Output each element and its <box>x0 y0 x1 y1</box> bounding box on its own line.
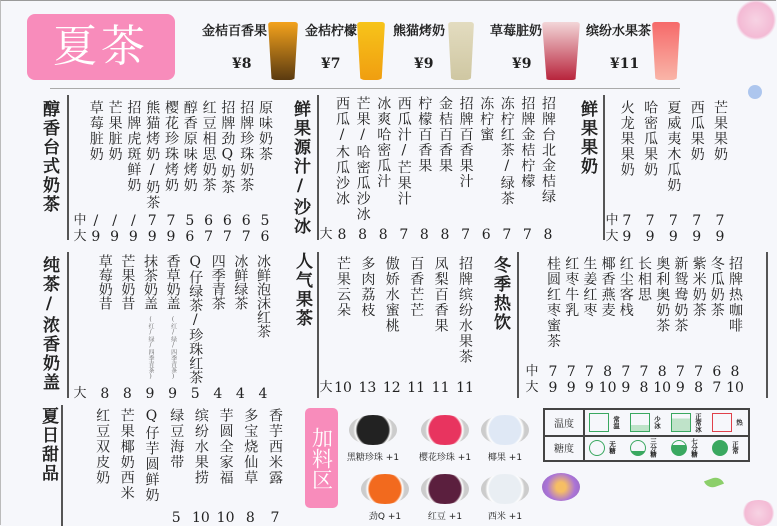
section-title: 人气果茶 <box>292 252 312 328</box>
legend-option <box>712 412 742 433</box>
section-title: 冬季热饮 <box>490 256 510 332</box>
menu-item-name: 芒果奶昔 <box>119 254 136 310</box>
addon-image <box>361 474 409 504</box>
sugar-level-icon <box>589 440 605 456</box>
sugar-level-icon <box>630 440 646 456</box>
menu-item-name: 火龙果果奶 <box>618 100 635 178</box>
addon-image <box>481 474 529 504</box>
menu-item-price: 10 <box>598 380 617 396</box>
addon-image <box>481 415 529 445</box>
menu-item-price: 7 <box>461 227 471 243</box>
legend-option <box>630 412 660 433</box>
menu-item-price: / <box>93 213 99 229</box>
menu-item-name: Q仔芋圆鲜奶 <box>143 408 160 503</box>
menu-item-name: 招牌热咖啡 <box>727 256 743 334</box>
menu-item-price: 4 <box>213 386 223 402</box>
ice-cup-icon <box>630 413 650 432</box>
section-title: 鲜果源汁/沙冰 <box>290 100 310 236</box>
legend-option-label: 常温 <box>612 416 620 429</box>
legend-temperature-row <box>545 410 748 437</box>
addon-label: 西米 +1 <box>487 512 523 522</box>
menu-item-price: 7 <box>675 364 685 380</box>
menu-item-price: 7 <box>399 227 409 243</box>
legend-option <box>630 437 656 458</box>
menu-item-name: 熊猫烤奶/奶茶 <box>144 100 161 211</box>
menu-item-price: 6 <box>712 364 722 380</box>
legend-sugar-label: 糖度 <box>545 435 585 460</box>
addon-label: 黑糖珍珠 +1 <box>346 453 400 463</box>
menu-item-name: 冻柠红茶/绿茶 <box>498 96 515 207</box>
menu-item-price: 10 <box>334 380 352 396</box>
legend-option-label: 三分糖 <box>649 437 657 458</box>
price-size-label: 中 <box>525 364 539 379</box>
menu-item-price: 7 <box>639 364 649 380</box>
hot-cup-icon <box>712 413 732 432</box>
menu-item-price: 6 <box>222 213 232 229</box>
menu-item-price: 4 <box>235 386 245 402</box>
menu-item-price: 8 <box>694 380 704 396</box>
addon-title: 加料区 <box>305 408 338 508</box>
addon-label: 劲Q +1 <box>368 512 402 522</box>
menu-item-price: 9 <box>621 380 631 396</box>
menu-item-name: 抹茶奶盖 <box>142 254 158 310</box>
menu-item-price: 6 <box>260 229 270 245</box>
menu-item-name: 冰鲜绿茶 <box>232 254 249 310</box>
menu-item-price: 9 <box>566 380 576 396</box>
menu-item-price: 6 <box>204 213 214 229</box>
menu-item-name: 多宝烧仙草 <box>242 408 259 486</box>
menu-item-name: 傲娇水蜜桃 <box>383 256 400 334</box>
menu-item-price: 11 <box>456 380 474 396</box>
menu-item-price: 8 <box>639 380 649 396</box>
legend-sugar-row <box>545 435 748 460</box>
featured-price: ¥9 <box>512 56 532 72</box>
menu-item-price: 9 <box>110 229 120 245</box>
menu-item-price: 7 <box>241 229 251 245</box>
menu-item-name: 红豆相思奶茶 <box>200 100 217 193</box>
menu-item-name: 冰爽哈密瓜汁 <box>375 96 392 189</box>
menu-item-price: 8 <box>100 386 110 402</box>
menu-item-price: 7 <box>566 364 576 380</box>
menu-item-price: / <box>112 213 117 229</box>
menu-item-name: 冰鲜泡沫红茶 <box>255 254 271 338</box>
menu-item-name: 芒果椰奶西米 <box>118 408 135 501</box>
menu-item-note: (红/绿/四季青茶) <box>147 316 154 380</box>
featured-name: 熊猫烤奶 <box>393 24 446 39</box>
menu-item-price: 9 <box>622 229 632 245</box>
menu-item-price: 8 <box>657 364 667 380</box>
menu-item-price: 7 <box>712 380 722 396</box>
menu-item-price: 5 <box>260 213 270 229</box>
menu-item-name: 原味奶茶 <box>257 100 273 162</box>
sugar-level-icon <box>671 440 687 456</box>
featured-price: ¥9 <box>414 56 434 72</box>
featured-name: 金桔百香果 <box>202 24 268 39</box>
sugar-level-icon <box>712 440 728 456</box>
menu-item-price: 6 <box>481 227 491 243</box>
price-size-label: 大 <box>525 380 539 395</box>
featured-name: 草莓脏奶 <box>490 24 543 39</box>
menu-item-price: 5 <box>190 386 200 402</box>
featured-name: 缤纷水果茶 <box>586 24 652 39</box>
menu-item-price: 9 <box>91 229 101 245</box>
menu-item-price: 11 <box>407 380 426 396</box>
legend-temperature-label: 温度 <box>545 410 585 435</box>
addon-label: 椰果 +1 <box>487 453 523 463</box>
legend-option-label: 正常冰 <box>694 412 702 433</box>
menu-item-note: (红/绿/四季青茶) <box>169 316 177 380</box>
menu-item-name: 长相思 <box>636 256 652 303</box>
legend-option <box>589 412 619 433</box>
addon-image <box>421 474 469 504</box>
flower-decoration <box>748 85 762 99</box>
menu-item-price: 9 <box>645 229 655 245</box>
menu-item-price: 9 <box>675 380 685 396</box>
price-size-label: 中 <box>605 213 619 228</box>
section-title: 纯茶/浓香奶盖 <box>39 256 59 392</box>
menu-item-name: 招牌台北金桔绿 <box>540 96 556 205</box>
menu-item-name: 芒果云朵 <box>335 256 351 318</box>
menu-item-name: 草莓奶昔 <box>96 254 113 310</box>
menu-logo: 夏茶 <box>27 14 175 80</box>
menu-item-price: 10 <box>216 510 235 526</box>
menu-item-name: 芒果果奶 <box>712 100 728 162</box>
menu-item-name: 四季青茶 <box>209 254 226 310</box>
menu-item-price: 5 <box>171 510 181 526</box>
legend-option-label: 七分糖 <box>690 437 698 458</box>
menu-item-price: 7 <box>715 213 725 229</box>
menu-item-price: 9 <box>584 380 594 396</box>
menu-item-name: 百香芒芒 <box>408 256 425 318</box>
menu-item-name: 奥利奥奶茶 <box>654 256 671 334</box>
menu-item-name: 樱花珍珠烤奶 <box>163 100 179 193</box>
menu-item-price: 8 <box>419 227 429 243</box>
menu-item-name: 西瓜汁/芒果汁 <box>395 96 412 207</box>
menu-item-name: 醇香原味烤奶 <box>181 100 198 193</box>
menu-item-name: 草莓脏奶 <box>87 100 104 162</box>
menu-item-price: 9 <box>668 229 678 245</box>
section-title: 鲜果果奶 <box>577 100 597 176</box>
menu-item-price: 7 <box>204 229 214 245</box>
price-size-label: 大 <box>73 386 87 401</box>
menu-item-name: 冻柠蜜 <box>478 96 495 143</box>
menu-item-price: 7 <box>668 213 678 229</box>
menu-item-price: 9 <box>128 229 138 245</box>
menu-item-price: 9 <box>548 380 558 396</box>
flower-decoration <box>740 500 777 526</box>
featured-name: 金桔柠檬 <box>305 24 358 39</box>
addon-label: 樱花珍珠 +1 <box>418 453 472 463</box>
price-size-label: 大 <box>73 229 87 244</box>
legend-option-label: 少冰 <box>653 416 661 429</box>
menu-item-price: 7 <box>270 510 280 526</box>
menu-item-price: 6 <box>185 229 195 245</box>
price-size-label: 中 <box>73 213 87 228</box>
menu-item-price: 8 <box>358 227 368 243</box>
legend-option <box>712 437 738 458</box>
section-title: 夏日甜品 <box>38 407 58 483</box>
menu-item-price: 7 <box>622 213 632 229</box>
menu-item-name: Q仔绿茶/珍珠红茶 <box>187 254 204 384</box>
section-title: 醇香台式奶茶 <box>39 100 59 214</box>
legend-option <box>589 437 615 458</box>
menu-item-name: 夏威夷木瓜奶 <box>665 100 682 193</box>
menu-item-price: 9 <box>145 386 155 402</box>
menu-item-price: 8 <box>543 227 553 243</box>
menu-item-name: 招牌虎斑鲜奶 <box>125 100 142 193</box>
featured-price: ¥8 <box>232 56 252 72</box>
menu-item-price: 9 <box>715 229 725 245</box>
menu-item-name: 缤纷水果捞 <box>192 408 209 486</box>
menu-item-name: 椰香燕麦 <box>599 256 616 318</box>
menu-item-price: 8 <box>603 364 613 380</box>
ice-cup-icon <box>671 413 691 432</box>
menu-item-name: 红枣牛乳 <box>563 256 580 318</box>
ice-cup-icon <box>589 413 609 432</box>
menu-item-name: 桂圆红枣蜜茶 <box>545 256 561 349</box>
menu-item-price: 8 <box>337 227 347 243</box>
menu-item-price: 10 <box>191 510 210 526</box>
menu-item-price: 7 <box>222 229 232 245</box>
menu-item-name: 西瓜果奶 <box>688 100 705 162</box>
menu-item-name: 哈密瓜果奶 <box>642 100 659 178</box>
menu-item-price: 6 <box>241 213 251 229</box>
featured-price: ¥7 <box>321 56 341 72</box>
menu-item-price: 7 <box>502 227 512 243</box>
menu-item-price: 10 <box>653 380 672 396</box>
menu-item-name: 芒果脏奶 <box>106 100 123 162</box>
menu-item-name: 招牌百香果汁 <box>457 96 474 189</box>
price-size-label: 大 <box>605 229 619 244</box>
menu-item-name: 芋圆全家福 <box>217 408 234 486</box>
menu-item-name: 西瓜/木瓜沙冰 <box>334 96 350 207</box>
legend-option <box>671 412 701 433</box>
featured-price: ¥11 <box>610 56 640 72</box>
menu-item-price: 7 <box>147 213 157 229</box>
menu-item-price: 10 <box>726 380 744 396</box>
menu-item-price: 9 <box>166 229 176 245</box>
menu-item-price: 8 <box>378 227 388 243</box>
menu-item-name: 招牌劲Q奶茶 <box>219 100 236 195</box>
menu-item-price: 7 <box>694 364 704 380</box>
menu-item-price: 4 <box>258 386 268 402</box>
menu-item-price: 7 <box>166 213 176 229</box>
menu-item-price: 8 <box>440 227 450 243</box>
menu-item-name: 招牌缤纷水果茶 <box>457 256 473 365</box>
menu-item-price: 8 <box>122 386 132 402</box>
menu-item-name: 紫米奶茶 <box>690 256 707 318</box>
menu-item-price: 12 <box>382 380 401 396</box>
menu-item-name: 多肉荔枝 <box>359 256 376 318</box>
price-size-label: 大 <box>319 227 333 242</box>
legend-table <box>543 408 750 462</box>
menu-item-name: 新鸳鸯奶茶 <box>672 256 689 334</box>
menu-item-name: 凤梨百香果 <box>432 256 449 334</box>
legend-option-label: 热 <box>735 419 743 426</box>
price-size-label: 大 <box>319 380 333 395</box>
addon-image <box>349 415 397 445</box>
menu-item-price: 8 <box>730 364 740 380</box>
menu-item-price: 13 <box>358 380 377 396</box>
addon-label: 红豆 +1 <box>427 512 463 522</box>
menu-item-name: 香草奶盖 <box>164 254 181 310</box>
menu-item-price: 9 <box>168 386 178 402</box>
menu-item-price: 7 <box>621 364 631 380</box>
legend-option-label: 正常 <box>731 441 739 454</box>
menu-item-name: 招牌珍珠奶茶 <box>238 100 255 193</box>
legend-option <box>671 437 697 458</box>
addon-image <box>421 415 469 445</box>
taro-ball-image <box>542 473 580 501</box>
flower-decoration <box>735 0 777 40</box>
menu-item-name: 招牌金桔柠檬 <box>519 96 536 189</box>
legend-option-label: 无糖 <box>608 441 616 454</box>
menu-item-name: 柠檬百香果 <box>416 96 433 174</box>
menu-item-name: 芒果/哈密瓜沙冰 <box>354 96 371 222</box>
menu-item-price: 7 <box>584 364 594 380</box>
menu-item-name: 生姜红枣 <box>581 256 598 318</box>
menu-item-price: 8 <box>245 510 255 526</box>
menu-item-price: / <box>131 213 136 229</box>
menu-item-price: 9 <box>147 229 157 245</box>
menu-item-name: 红豆双皮奶 <box>94 408 111 486</box>
menu-item-name: 金桔百香果 <box>437 96 453 174</box>
menu-item-name: 绿豆海带 <box>168 408 185 470</box>
menu-item-price: 9 <box>692 229 702 245</box>
menu-item-price: 11 <box>431 380 450 396</box>
menu-item-name: 冬瓜奶茶 <box>708 256 725 318</box>
menu-item-price: 7 <box>548 364 558 380</box>
menu-item-price: 7 <box>645 213 655 229</box>
menu-item-price: 7 <box>692 213 702 229</box>
menu-item-price: 5 <box>185 213 195 229</box>
menu-item-name: 红尘客栈 <box>617 256 634 318</box>
menu-item-name: 香芋西米露 <box>267 408 283 486</box>
menu-item-price: 7 <box>522 227 532 243</box>
